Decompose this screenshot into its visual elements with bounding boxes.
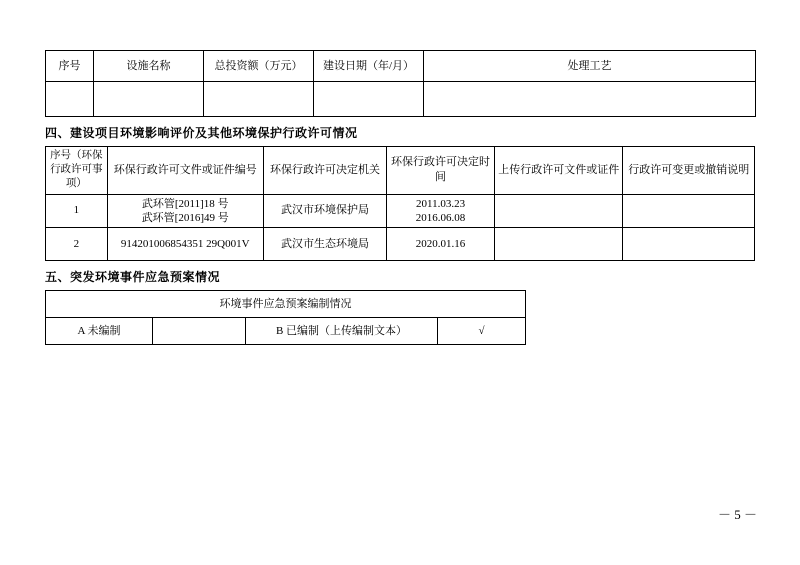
eia-permits-table: [45, 146, 755, 261]
cell-permit-remark: [623, 194, 755, 228]
col-header-permit-upload: 上传行政许可文件或证件: [495, 147, 623, 195]
cell-permit-date: [387, 194, 495, 228]
col-header-permit-remark: 行政许可变更或撤销说明: [623, 147, 755, 195]
option-a-label: A 未编制: [46, 318, 153, 345]
cell-permit-upload: [495, 228, 623, 261]
facilities-table: [45, 50, 756, 117]
col-header-permit-date: 环保行政许可决定时间: [387, 147, 495, 195]
option-b-label: B 已编制（上传编制文本）: [246, 318, 438, 345]
cell-permit-remark: [623, 228, 755, 261]
table-row: [46, 228, 755, 261]
cell-permit-number: 914201006854351 29Q001V: [107, 228, 263, 261]
table-row: [46, 194, 755, 228]
table-row: [46, 318, 526, 345]
cell-permit-date: 2020.01.16: [387, 228, 495, 261]
col-header-permit-authority: 环保行政许可决定机关: [263, 147, 386, 195]
section-title-eia: 四、建设项目环境影响评价及其他环境保护行政许可情况: [45, 126, 358, 140]
cell-index: [46, 82, 94, 117]
cell-permit-authority: 武汉市生态环境局: [263, 228, 386, 261]
cell-build-date: [314, 82, 424, 117]
cell-permit-index: 2: [46, 228, 108, 261]
page-number: － 5 －: [717, 507, 757, 522]
permit-date-line-1: 2011.03.23: [416, 197, 466, 210]
col-header-permit-index: 序号（环保行政许可事项）: [46, 147, 108, 195]
col-header-treatment-process: 处理工艺: [424, 51, 756, 82]
col-header-facility-name: 设施名称: [94, 51, 204, 82]
cell-permit-authority: 武汉市环境保护局: [263, 194, 386, 228]
col-header-total-investment: 总投资额（万元）: [204, 51, 314, 82]
table-header-row: [46, 147, 755, 195]
option-b-value[interactable]: √: [438, 318, 526, 345]
col-header-emergency-plan: 环境事件应急预案编制情况: [46, 291, 526, 318]
permit-date-line-2: 2016.06.08: [415, 211, 466, 224]
col-header-permit-number: 环保行政许可文件或证件编号: [107, 147, 263, 195]
cell-permit-index: 1: [46, 194, 108, 228]
table-header-row: [46, 291, 526, 318]
cell-facility-name: [94, 82, 204, 117]
table-header-row: [46, 51, 756, 82]
option-a-value[interactable]: [153, 318, 246, 345]
col-header-build-date: 建设日期（年/月）: [314, 51, 424, 82]
page-content: [45, 50, 755, 345]
table-row: [46, 82, 756, 117]
permit-number-line-2: 武环管[2016]49 号: [141, 211, 229, 224]
permit-number-line-1: 武环管[2011]18 号: [141, 197, 229, 210]
emergency-plan-table: [45, 290, 526, 345]
section-title-emergency: 五、突发环境事件应急预案情况: [45, 270, 221, 285]
col-header-index: 序号: [46, 51, 94, 82]
cell-permit-number: [107, 194, 263, 228]
cell-permit-upload: [495, 194, 623, 228]
cell-total-investment: [204, 82, 314, 117]
cell-treatment-process: [424, 82, 756, 117]
